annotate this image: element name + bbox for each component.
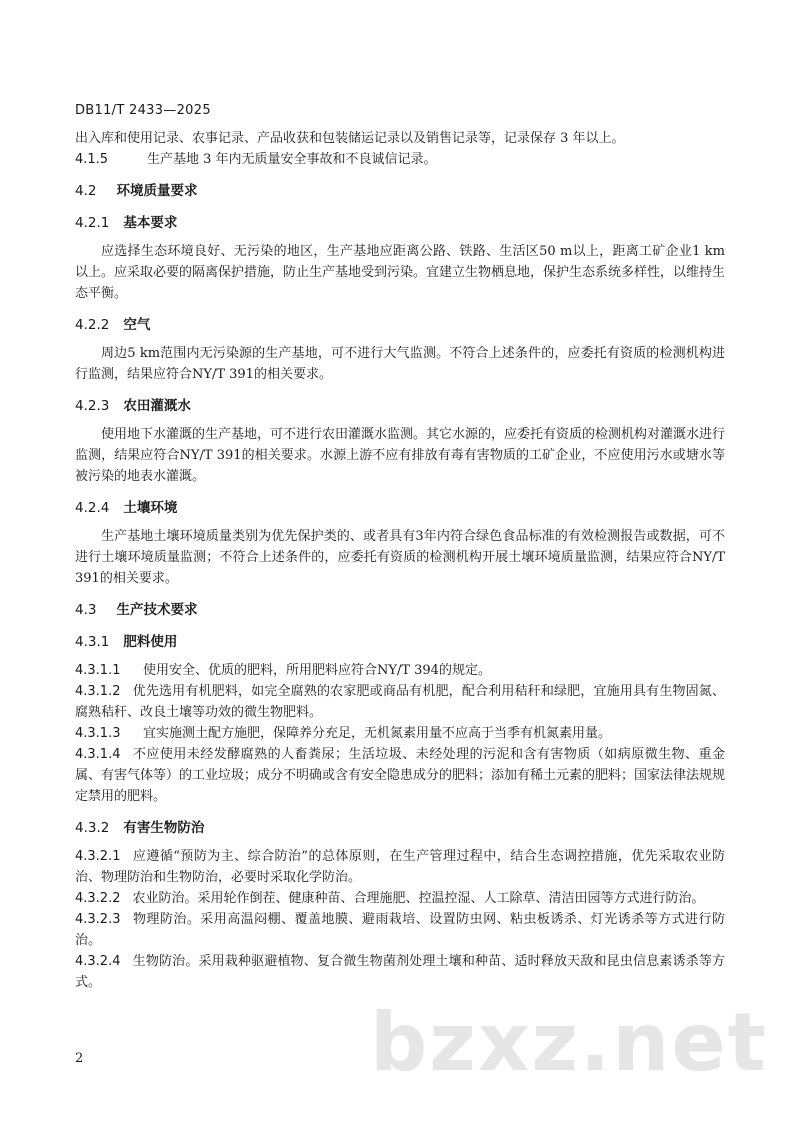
clause-text: 生物防治。采用栽种驱避植物、复合微生物菌剂处理土壤和种苗、适时释放天敌和昆虫信息素诱杀等方式。 bbox=[75, 954, 725, 990]
section-number: 4.2.1 bbox=[75, 215, 110, 231]
clause-4-3-1-1 bbox=[75, 660, 725, 681]
clause-text: 宜实施测土配方施肥，保障养分充足，无机氮素用量不应高于当季有机氮素用量。 bbox=[143, 726, 612, 741]
clause-4-3-2-1 bbox=[75, 846, 725, 888]
clause-number: 4.3.1.3 bbox=[75, 726, 121, 741]
section-heading-4-2-2 bbox=[75, 315, 725, 336]
section-heading-4-3 bbox=[75, 600, 725, 621]
section-number: 4.2.3 bbox=[75, 398, 110, 414]
paragraph-irrigation-water: 使用地下水灌溉的生产基地，可不进行农田灌溉水监测。其它水源的，应委托有资质的检测机构对灌溉水进行监测，结果应符合NY/T 391的相关要求。水源上游不应有排放有毒有害物质的工矿企业，不应使用污水或塘水等被污染的地表水灌溉。 bbox=[75, 427, 726, 484]
clause-4-3-1-4 bbox=[75, 744, 725, 807]
section-heading-4-2-4 bbox=[75, 498, 725, 519]
clause-number: 4.3.1.1 bbox=[75, 663, 121, 678]
clause-4-1-5 bbox=[75, 149, 725, 170]
clause-number: 4.3.2.4 bbox=[75, 954, 121, 969]
page-content bbox=[75, 128, 725, 993]
paragraph-air: 周边5 km范围内无污染源的生产基地，可不进行大气监测。不符合上述条件的，应委托有资质的检测机构进行监测，结果应符合NY/T 391的相关要求。 bbox=[75, 346, 725, 382]
continuation-paragraph: 出入库和使用记录、农事记录、产品收获和包装储运记录以及销售记录等，记录保存 3 年以上。 bbox=[75, 131, 625, 146]
section-number: 4.3.2 bbox=[75, 820, 110, 836]
clause-text: 不应使用未经发酵腐熟的人畜粪尿；生活垃圾、未经处理的污泥和含有害物质（如病原微生物、重金属、有害气体等）的工业垃圾；成分不明确或含有安全隐患成分的肥料；添加有稀土元素的肥料；国家法律法规规定禁用的肥料。 bbox=[75, 747, 726, 804]
standard-code: DB11/T 2433—2025 bbox=[75, 103, 211, 118]
clause-number: 4.1.5 bbox=[75, 152, 109, 167]
section-title: 生产技术要求 bbox=[116, 602, 198, 618]
clause-text: 应遵循“预防为主、综合防治”的总体原则，在生产管理过程中，结合生态调控措施，优先采取农业防治、物理防治和生物防治，必要时采取化学防治。 bbox=[75, 849, 725, 885]
section-number: 4.3 bbox=[75, 602, 97, 618]
section-title: 土壤环境 bbox=[123, 500, 178, 516]
clause-4-3-2-4 bbox=[75, 951, 725, 993]
clause-4-3-1-3 bbox=[75, 723, 725, 744]
page-number: 2 bbox=[75, 1051, 84, 1066]
section-title: 环境质量要求 bbox=[116, 183, 198, 199]
section-heading-4-3-2 bbox=[75, 818, 725, 839]
section-title: 基本要求 bbox=[123, 215, 178, 231]
section-heading-4-2-3 bbox=[75, 396, 725, 417]
section-heading-4-3-1 bbox=[75, 632, 725, 653]
clause-number: 4.3.2.2 bbox=[75, 891, 121, 906]
clause-4-3-2-3 bbox=[75, 909, 725, 951]
clause-4-3-1-2 bbox=[75, 681, 725, 723]
clause-number: 4.3.1.4 bbox=[75, 747, 121, 762]
clause-text: 使用安全、优质的肥料，所用肥料应符合NY/T 394的规定。 bbox=[143, 663, 491, 678]
paragraph-soil: 生产基地土壤环境质量类别为优先保护类的、或者具有3年内符合绿色食品标准的有效检测报告或数据，可不进行土壤环境质量监测；不符合上述条件的，应委托有资质的检测机构开展土壤环境质量监测，结果应符合NY/T 391的相关要求。 bbox=[75, 529, 725, 586]
clause-text: 优先选用有机肥料，如完全腐熟的农家肥或商品有机肥，配合利用秸秆和绿肥，宜施用具有生物固氮、腐熟秸秆、改良土壤等功效的微生物肥料。 bbox=[75, 684, 725, 720]
section-number: 4.2.4 bbox=[75, 500, 110, 516]
clause-text: 农业防治。采用轮作倒茬、健康种苗、合理施肥、控温控湿、人工除草、清洁田园等方式进行防治。 bbox=[132, 891, 705, 906]
section-heading-4-2 bbox=[75, 181, 725, 202]
clause-text: 生产基地 3 年内无质量安全事故和不良诚信记录。 bbox=[147, 152, 437, 167]
clause-number: 4.3.1.2 bbox=[75, 684, 121, 699]
clause-4-3-2-2 bbox=[75, 888, 725, 909]
section-heading-4-2-1 bbox=[75, 213, 725, 234]
paragraph-basic-requirements: 应选择生态环境良好、无污染的地区，生产基地应距离公路、铁路、生活区50 m以上，距离工矿企业1 km以上。应采取必要的隔离保护措施，防止生产基地受到污染。宜建立生物栖息地，保护生态系统多样性，以维持生态平衡。 bbox=[75, 244, 726, 301]
section-number: 4.2.2 bbox=[75, 317, 110, 333]
clause-text: 物理防治。采用高温闷棚、覆盖地膜、避雨栽培、设置防虫网、粘虫板诱杀、灯光诱杀等方式进行防治。 bbox=[75, 912, 725, 948]
section-number: 4.2 bbox=[75, 183, 97, 199]
watermark: bzxz.net bbox=[370, 996, 768, 1089]
section-title: 农田灌溉水 bbox=[123, 398, 191, 414]
clause-number: 4.3.2.1 bbox=[75, 849, 121, 864]
section-title: 肥料使用 bbox=[123, 634, 178, 650]
clause-number: 4.3.2.3 bbox=[75, 912, 121, 927]
section-number: 4.3.1 bbox=[75, 634, 110, 650]
section-title: 空气 bbox=[123, 317, 151, 333]
section-title: 有害生物防治 bbox=[123, 820, 205, 836]
